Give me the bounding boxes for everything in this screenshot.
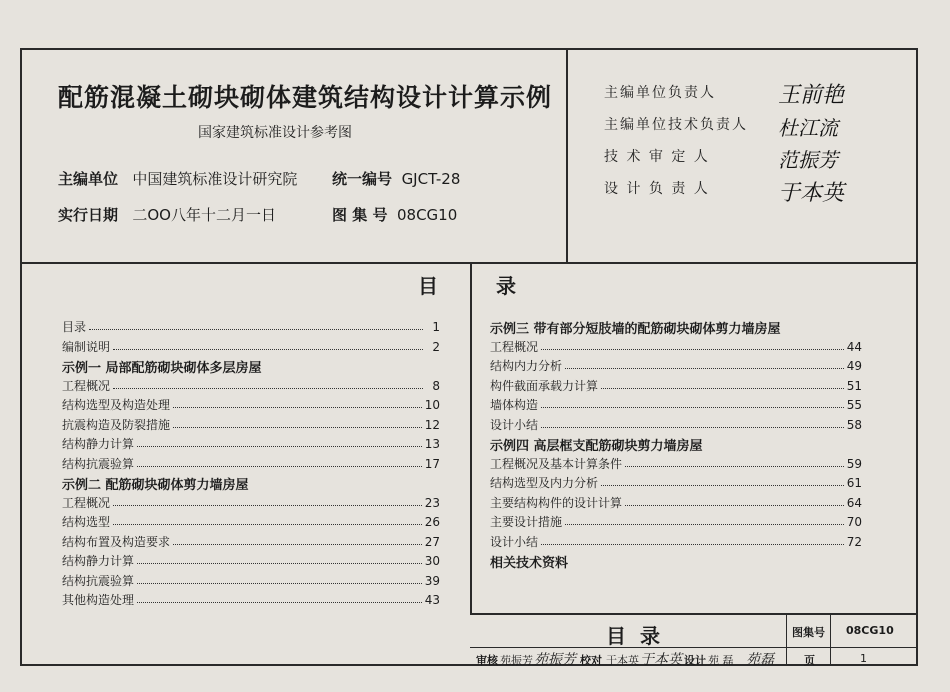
footer-atlas-value: 08CG10: [846, 624, 894, 637]
responsible-persons: [604, 82, 748, 210]
footer-design-name: 苑 磊: [708, 654, 734, 667]
toc-entry-title: 工程概况及基本计算条件: [490, 456, 623, 471]
atlas-label: 图 集 号: [332, 206, 388, 224]
toc-dot-leader: [601, 388, 844, 389]
toc-entry: [490, 455, 862, 472]
toc-page-number: 2: [432, 339, 440, 354]
atlas-value: 08CG10: [397, 206, 458, 224]
toc-entry-title: 目录: [62, 320, 87, 334]
toc-entry-title: 主要结构构件的设计计算: [490, 495, 623, 510]
toc-dot-leader: [565, 524, 844, 525]
toc-entry: [62, 533, 440, 550]
toc-dot-leader: [541, 407, 844, 408]
toc-entry-title: 工程概况: [62, 495, 111, 510]
toc-dot-leader: [137, 583, 422, 584]
titleblock-mid-line: [470, 647, 918, 648]
toc-entry: [490, 416, 862, 433]
toc-entry-title: 构件截面承载力计算: [490, 378, 599, 393]
toc-dot-leader: [541, 427, 844, 428]
document-title: 配筋混凝土砌块砌体建筑结构设计计算示例: [58, 83, 553, 112]
toc-page-number: 23: [424, 495, 440, 510]
toc-page-number: 44: [846, 339, 862, 354]
footer-atlas-label: 图集号: [792, 626, 825, 639]
toc-dot-leader: [601, 485, 844, 486]
toc-page-number: 39: [424, 573, 440, 588]
toc-page-number: 26: [424, 515, 440, 529]
footer-check-name: 于本英: [606, 654, 639, 667]
toc-entry: [62, 396, 440, 413]
toc-page-number: 8: [432, 378, 440, 393]
toc-dot-leader: [113, 388, 423, 389]
toc-page-number: 70: [846, 515, 862, 529]
toc-page-number: 61: [846, 476, 862, 490]
toc-entry: [62, 377, 440, 394]
toc-page-number: 58: [846, 417, 862, 432]
toc-section-heading: [490, 552, 862, 571]
toc-entry-title: 其他构造处理: [62, 593, 135, 607]
org-info: [58, 168, 297, 189]
header-divider: [566, 48, 568, 263]
toc-dot-leader: [137, 446, 422, 447]
toc-entry: [490, 357, 862, 374]
toc-page-number: 64: [846, 495, 862, 510]
toc-entry: [62, 318, 440, 335]
toc-column-divider: [470, 262, 472, 614]
toc-dot-leader: [565, 368, 844, 369]
toc-entry-title: 结构布置及构造要求: [62, 534, 171, 549]
footer-design-signature: 苑磊: [746, 652, 774, 668]
toc-page-number: 30: [424, 554, 440, 568]
org-value: 中国建筑标准设计研究院: [132, 170, 298, 188]
toc-dot-leader: [113, 524, 422, 525]
toc-page-number: 55: [846, 398, 862, 412]
titleblock-top-line: [470, 613, 918, 615]
signature-design-lead: 于本英: [778, 181, 845, 206]
toc-entry: [62, 455, 440, 472]
toc-entry-title: 结构选型及构造处理: [62, 398, 171, 412]
header-bottom-line: [20, 262, 918, 264]
titleblock-divider-2: [830, 613, 831, 666]
footer-page-value: 1: [860, 652, 867, 665]
toc-section-heading: [490, 318, 862, 337]
toc-entry-title: 结构静力计算: [62, 554, 135, 568]
toc-page-number: 59: [846, 456, 862, 471]
toc-entry: [490, 513, 862, 530]
atlas-info: [332, 204, 457, 225]
footer-review-label: 审核: [476, 654, 498, 667]
org-label: 主编单位: [58, 170, 119, 188]
toc-entry: [62, 338, 440, 355]
titleblock-divider-1: [786, 613, 787, 666]
date-info: [58, 204, 276, 225]
toc-page-number: 49: [846, 359, 862, 373]
signature-chief-editor: 王前艳: [778, 83, 845, 108]
toc-entry: [490, 377, 862, 394]
toc-dot-leader: [625, 466, 844, 467]
toc-dot-leader: [113, 349, 423, 350]
signature-approver: 范振芳: [778, 148, 838, 172]
toc-entry: [62, 552, 440, 569]
toc-dot-leader: [89, 329, 423, 330]
toc-section-heading: [62, 474, 440, 493]
toc-entry-title: 结构静力计算: [62, 437, 135, 451]
toc-entry: [490, 533, 862, 550]
date-value: 二OO八年十二月一日: [132, 206, 276, 224]
code-info: [332, 168, 460, 189]
toc-entry: [62, 416, 440, 433]
toc-entry: [490, 396, 862, 413]
toc-entry-title: 工程概况: [490, 339, 539, 354]
footer-review-signature: 苑振芳: [534, 652, 576, 668]
toc-heading-right: 录: [496, 274, 516, 298]
toc-left-column: [62, 318, 440, 614]
toc-entry: [490, 338, 862, 355]
toc-entry-title: 结构抗震验算: [62, 456, 135, 471]
toc-entry-title: 设计小结: [490, 534, 539, 549]
toc-dot-leader: [113, 505, 422, 506]
toc-entry-title: 结构选型: [62, 515, 111, 529]
role-design-lead: 设 计 负 责 人: [604, 181, 710, 197]
toc-entry-title: 设计小结: [490, 417, 539, 432]
footer-check-label: 校对: [580, 654, 602, 667]
toc-page-number: 43: [424, 593, 440, 607]
toc-entry-title: 示例一 局部配筋砌块砌体多层房屋: [62, 361, 262, 376]
toc-entry-title: 示例三 带有部分短肢墙的配筋砌块砌体剪力墙房屋: [490, 322, 781, 337]
role-chief-editor: 主编单位负责人: [604, 85, 716, 101]
toc-entry-title: 结构内力分析: [490, 359, 563, 373]
toc-entry-title: 工程概况: [62, 378, 111, 393]
toc-entry-title: 结构选型及内力分析: [490, 476, 599, 490]
toc-dot-leader: [541, 544, 844, 545]
toc-entry-title: 示例四 高层框支配筋砌块剪力墙房屋: [490, 439, 703, 454]
footer-check-signature: 于本英: [640, 652, 682, 668]
toc-entry: [62, 494, 440, 511]
toc-entry: [62, 591, 440, 608]
toc-page-number: 10: [424, 398, 440, 412]
toc-page-number: 17: [424, 456, 440, 471]
toc-entry-title: 结构抗震验算: [62, 573, 135, 588]
toc-entry-title: 主要设计措施: [490, 515, 563, 529]
toc-right-column: [490, 318, 862, 578]
code-value: GJCT-28: [401, 170, 461, 188]
toc-page-number: 27: [424, 534, 440, 549]
toc-page-number: 72: [846, 534, 862, 549]
code-label: 统一编号: [332, 170, 393, 188]
toc-entry: [490, 494, 862, 511]
footer-design-label: 设计: [684, 654, 706, 667]
toc-dot-leader: [173, 407, 422, 408]
toc-entry-title: 编制说明: [62, 339, 111, 354]
toc-page-number: 13: [424, 437, 440, 451]
toc-entry: [62, 513, 440, 530]
toc-entry-title: 抗震构造及防裂措施: [62, 417, 171, 432]
toc-dot-leader: [137, 602, 422, 603]
toc-entry: [490, 474, 862, 491]
document-subtitle: 国家建筑标准设计参考图: [198, 125, 352, 141]
role-tech-lead: 主编单位技术负责人: [604, 117, 748, 133]
toc-dot-leader: [137, 563, 422, 564]
toc-dot-leader: [541, 349, 844, 350]
toc-entry: [62, 435, 440, 452]
toc-heading-left: 目: [418, 274, 438, 298]
toc-page-number: 51: [846, 378, 862, 393]
toc-dot-leader: [173, 544, 422, 545]
role-approver: 技 术 审 定 人: [604, 149, 710, 165]
toc-entry: [62, 572, 440, 589]
toc-entry-title: 相关技术资料: [490, 556, 569, 571]
toc-entry-title: 示例二 配筋砌块砌体剪力墙房屋: [62, 478, 249, 493]
footer-page-label: 页: [804, 654, 815, 667]
toc-dot-leader: [625, 505, 844, 506]
toc-section-heading: [62, 357, 440, 376]
toc-page-number: 1: [432, 320, 440, 334]
signature-tech-lead: 杜江流: [778, 116, 838, 140]
date-label: 实行日期: [58, 206, 119, 224]
toc-page-number: 12: [424, 417, 440, 432]
footer-review-name: 苑振芳: [500, 654, 533, 667]
toc-dot-leader: [137, 466, 422, 467]
toc-dot-leader: [173, 427, 422, 428]
footer-title: 目录: [606, 624, 674, 648]
toc-entry-title: 墙体构造: [490, 398, 539, 412]
toc-section-heading: [490, 435, 862, 454]
